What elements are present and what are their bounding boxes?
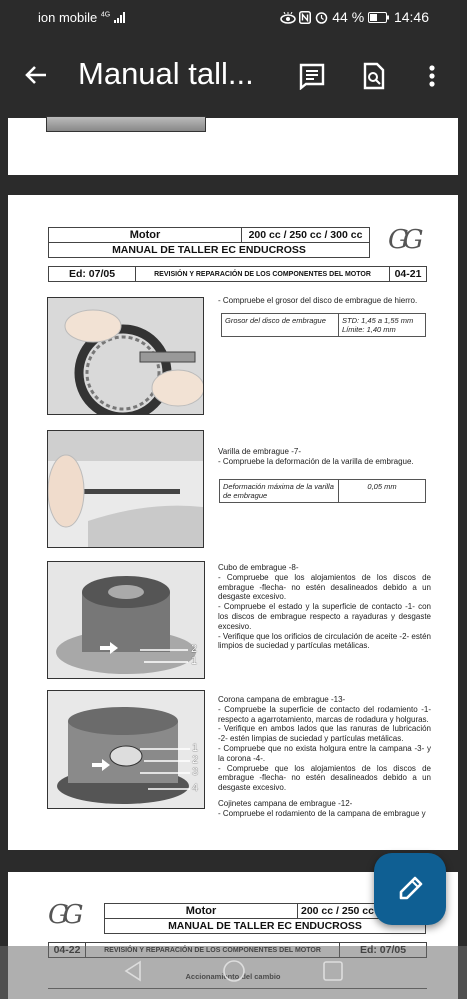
find-in-page-button[interactable] <box>360 62 388 90</box>
header-motor: Motor <box>49 228 242 243</box>
item4-line-4: - Compruebe que los alojamientos de los discos de embrague -flecha- no estén desalineados debido a un desgaste excesivo. <box>218 763 431 793</box>
photo-hub-image <box>48 562 204 678</box>
comment-icon <box>298 62 326 90</box>
item1-spec-limit: Límite: 1,40 mm <box>342 325 396 334</box>
photo-basket-image <box>48 691 204 808</box>
basket-callout-3: 3 <box>192 766 199 778</box>
item1-spec-label: Grosor del disco de embrague <box>222 314 339 337</box>
item2-text <box>218 447 430 467</box>
item2-spec-table <box>219 479 426 503</box>
item1-spec-table <box>221 313 426 337</box>
item4-line-2: - Verifique en ambos lados que las ranuras de lubricación -2- estén limpias de suciedad y partículas metálicas. <box>218 724 431 744</box>
page-header-table <box>48 227 370 258</box>
clock: 14:46 <box>393 9 429 25</box>
item4-line-5: - Compruebe el rodamiento de la campana de embrague y <box>218 808 426 818</box>
item3-text <box>218 563 431 651</box>
item3-line-3: - Verifique que los orificios de circulación de aceite -2- estén limpios de suciedad y partículas metálicas. <box>218 631 431 651</box>
photo-disc-thickness <box>47 297 204 415</box>
item4-subheading: Cojinetes campana de embrague -12- <box>218 798 353 808</box>
system-nav-bar <box>0 946 467 999</box>
status-bar <box>0 0 467 34</box>
comment-button[interactable] <box>298 62 326 90</box>
pdf-page-previous <box>8 118 458 175</box>
document-title: Manual tall... <box>78 56 254 91</box>
item4-line-1: - Compruebe la superficie de contacto del rodamiento -1- respecto a agarrotamiento, marcas de rodadura y holguras. <box>218 704 431 724</box>
back-button[interactable] <box>22 60 52 90</box>
header-section: REVISIÓN Y REPARACIÓN DE LOS COMPONENTES DEL MOTOR <box>136 267 390 282</box>
header-cc: 200 cc / 250 cc / 300 cc <box>242 228 370 243</box>
nav-recents-icon <box>322 960 344 982</box>
item1-spec-std: STD: 1,45 a 1,55 mm <box>342 316 414 325</box>
item4-text <box>218 695 431 819</box>
header-edition: Ed: 07/05 <box>49 267 136 282</box>
eye-comfort-icon <box>280 11 296 27</box>
nav-back-button[interactable] <box>122 960 144 987</box>
gasgas-logo: GG <box>388 225 418 255</box>
hub-callout-1: 1 <box>191 655 198 667</box>
more-vert-icon <box>422 62 442 90</box>
photo-clutch-fragment <box>46 116 206 132</box>
pdf-page-04-21 <box>8 195 458 850</box>
photo-clutch-hub <box>47 561 205 679</box>
item1-text: - Compruebe el grosor del disco de embrague de hierro. <box>218 296 418 305</box>
carrier-name: ion mobile <box>38 10 98 25</box>
basket-callout-4: 4 <box>192 782 199 794</box>
header-manual-title: MANUAL DE TALLER EC ENDUCROSS <box>49 243 370 258</box>
item2-line: - Compruebe la deformación de la varilla de embrague. <box>218 456 414 466</box>
network-type: 4G <box>100 11 111 19</box>
page-subheader-table <box>48 266 427 282</box>
status-right <box>280 9 429 27</box>
header-page-number: 04-21 <box>390 267 427 282</box>
basket-callout-1: 1 <box>192 742 199 754</box>
next-header-cc: 200 cc / 250 cc <box>298 904 426 919</box>
alarm-icon <box>315 11 328 27</box>
find-in-page-icon <box>360 62 388 90</box>
battery-percent: 44 % <box>332 9 365 25</box>
nav-back-icon <box>122 960 144 982</box>
item2-spec-label: Deformación máxima de la varilla de embrague <box>220 480 339 503</box>
nav-home-button[interactable] <box>222 959 246 988</box>
next-header-motor: Motor <box>105 904 298 919</box>
more-options-button[interactable] <box>422 62 442 90</box>
status-left <box>38 10 126 26</box>
photo-clutch-rod <box>47 430 204 548</box>
signal-icon <box>114 11 126 26</box>
photo-clutch-basket <box>47 690 205 809</box>
item4-line-3: - Compruebe que no exista holgura entre la campana -3- y la corona -4-. <box>218 743 431 763</box>
item4-heading: Corona campana de embrague -13- <box>218 695 346 704</box>
arrow-back-icon <box>22 60 52 90</box>
item3-line-1: - Compruebe que los alojamientos de los discos de embrague -flecha- no estén desalineados debido a un desgaste excesivo. <box>218 572 431 602</box>
item3-line-2: - Compruebe el estado y la superficie de contacto -1- con los discos de embrague respecto a rayaduras y desgaste excesivo. <box>218 602 431 631</box>
photo-caliper-disc-image <box>48 298 203 414</box>
basket-callout-2: 2 <box>192 754 199 766</box>
nav-home-icon <box>222 959 246 983</box>
item3-heading: Cubo de embrague -8- <box>218 563 299 572</box>
nav-recents-button[interactable] <box>322 960 344 987</box>
edit-fab-button[interactable] <box>374 853 446 925</box>
gasgas-logo-next: GG <box>48 900 78 930</box>
hub-callout-2: 2 <box>191 643 198 655</box>
item2-spec-value: 0,05 mm <box>339 480 426 503</box>
battery-icon <box>368 10 390 26</box>
nfc-icon <box>299 11 311 27</box>
photo-rod-image <box>48 431 203 547</box>
next-header-manual-title: MANUAL DE TALLER EC ENDUCROSS <box>105 919 426 934</box>
item2-heading: Varilla de embrague -7- <box>218 447 302 456</box>
edit-pencil-icon <box>374 853 446 925</box>
app-bar <box>0 34 467 118</box>
